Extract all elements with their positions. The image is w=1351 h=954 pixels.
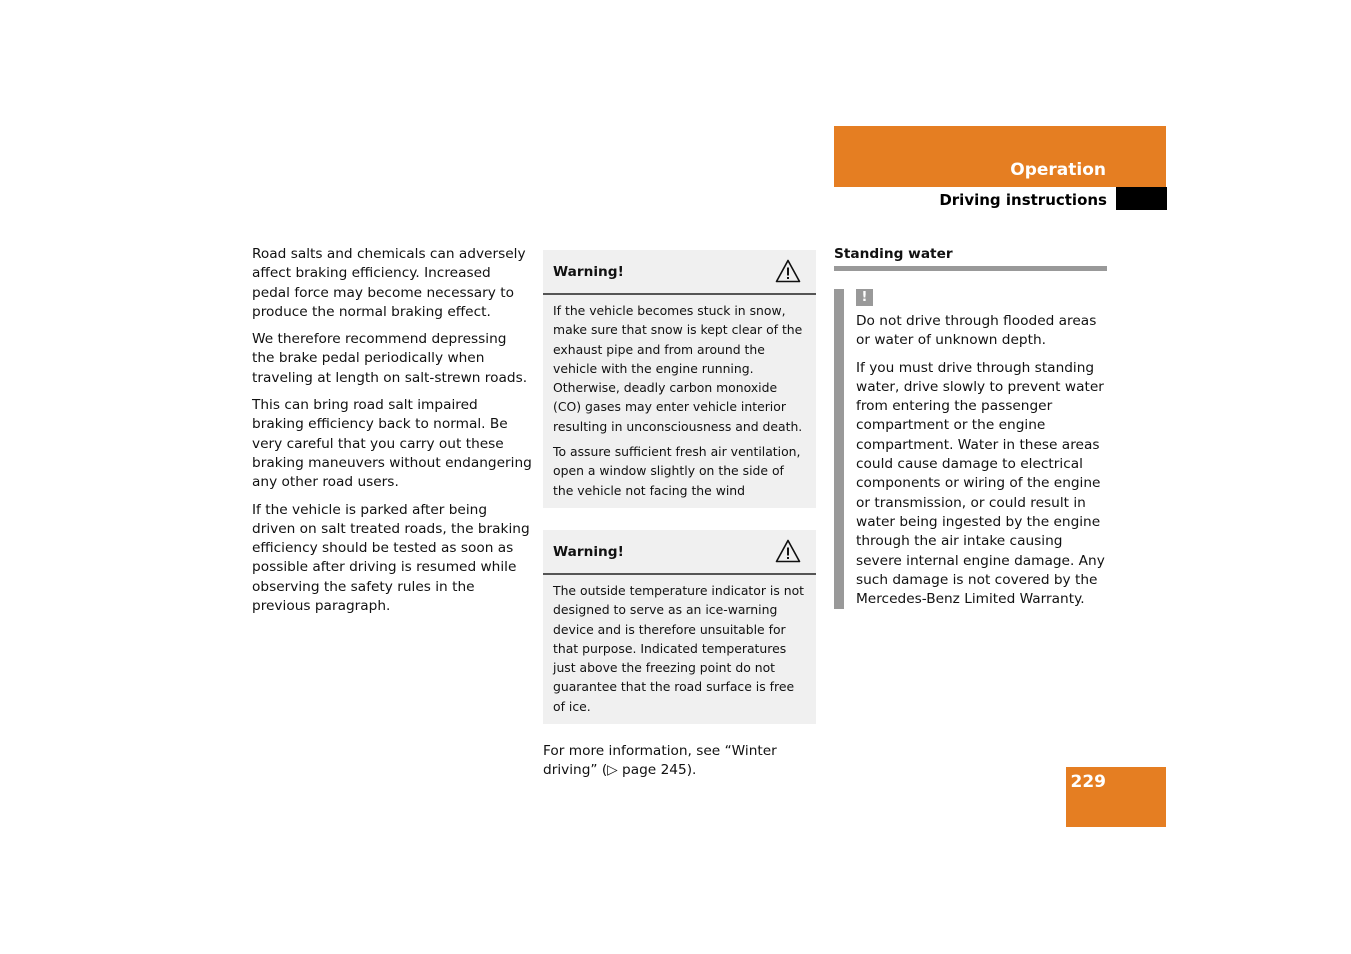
paragraph-recommend-braking: We therefore recommend depressing the brake pedal periodically when traveling at length on salt-strewn roads.: [252, 331, 528, 386]
exclamation-square-icon: !: [856, 289, 873, 306]
warning-box-snow: [543, 250, 816, 508]
notice-block: [834, 289, 1107, 609]
warning-text-ventilation: To assure sufficient fresh air ventilation, open a window slightly on the side of the vehicle not facing the wind: [553, 444, 801, 498]
warning-header: [543, 250, 816, 295]
warning-header: [543, 530, 816, 575]
paragraph-parked-vehicle: If the vehicle is parked after being driven on salt treated roads, the braking efficiency should be tested as soon as possible after driving is resumed while observing the safety rules in the previous paragraph.: [252, 501, 530, 615]
notice-text-standing-water: If you must drive through standing water, drive slowly to prevent water from entering the passenger compartment or the engine compartment. Water in these areas could cause damage to electrical components or wiring of the engine or transmission, or could result in water being ingested by the engine through the air intake causing severe internal engine damage. Any such damage is not covered by the Mercedes-Benz Limited Warranty.: [856, 359, 1105, 608]
notice-side-bar: [834, 289, 844, 609]
page-number: 229: [1070, 772, 1106, 792]
page-number-tab: [1066, 767, 1166, 827]
warning-text-stuck-snow: If the vehicle becomes stuck in snow, make sure that snow is kept clear of the exhaust pipe and from around the vehicle with the engine running. Otherwise, deadly carbon monoxide (CO) gases may enter vehicle interior resulting in unconsciousness and death.: [553, 303, 803, 434]
notice-text-flooded: Do not drive through flooded areas or water of unknown depth.: [856, 313, 1097, 349]
warning-body: [543, 295, 816, 508]
paragraph-careful-braking: This can bring road salt impaired braking efficiency back to normal. Be very careful that you carry out these braking maneuvers without endangering any other road users.: [252, 397, 532, 491]
header-section-banner: [834, 126, 1166, 187]
left-column: [252, 245, 532, 624]
right-column: [834, 245, 1107, 609]
warning-title: Warning!: [553, 543, 624, 560]
subsection-marker: [1116, 187, 1167, 210]
warning-triangle-icon: [775, 259, 801, 283]
warning-body: [543, 575, 816, 724]
section-title: Operation: [1010, 160, 1106, 180]
subsection-title: Driving instructions: [939, 191, 1107, 209]
warning-text-temperature-indicator: The outside temperature indicator is not designed to serve as an ice-warning device and is therefore unsuitable for that purpose. Indicated temperatures just above the freezing point do not guarantee that the road surface is free of ice.: [553, 582, 805, 714]
warning-title: Warning!: [553, 264, 624, 280]
paragraph-road-salts: Road salts and chemicals can adversely affect braking efficiency. Increased pedal force may become necessary to produce the normal braking effect.: [252, 246, 526, 320]
more-info-reference: For more information, see “Winter driving” (▷ page 245).: [543, 743, 777, 779]
warning-box-temperature: [543, 530, 816, 724]
warning-triangle-icon: [775, 539, 801, 563]
middle-column: [543, 250, 816, 789]
standing-water-heading: Standing water: [834, 245, 1107, 271]
